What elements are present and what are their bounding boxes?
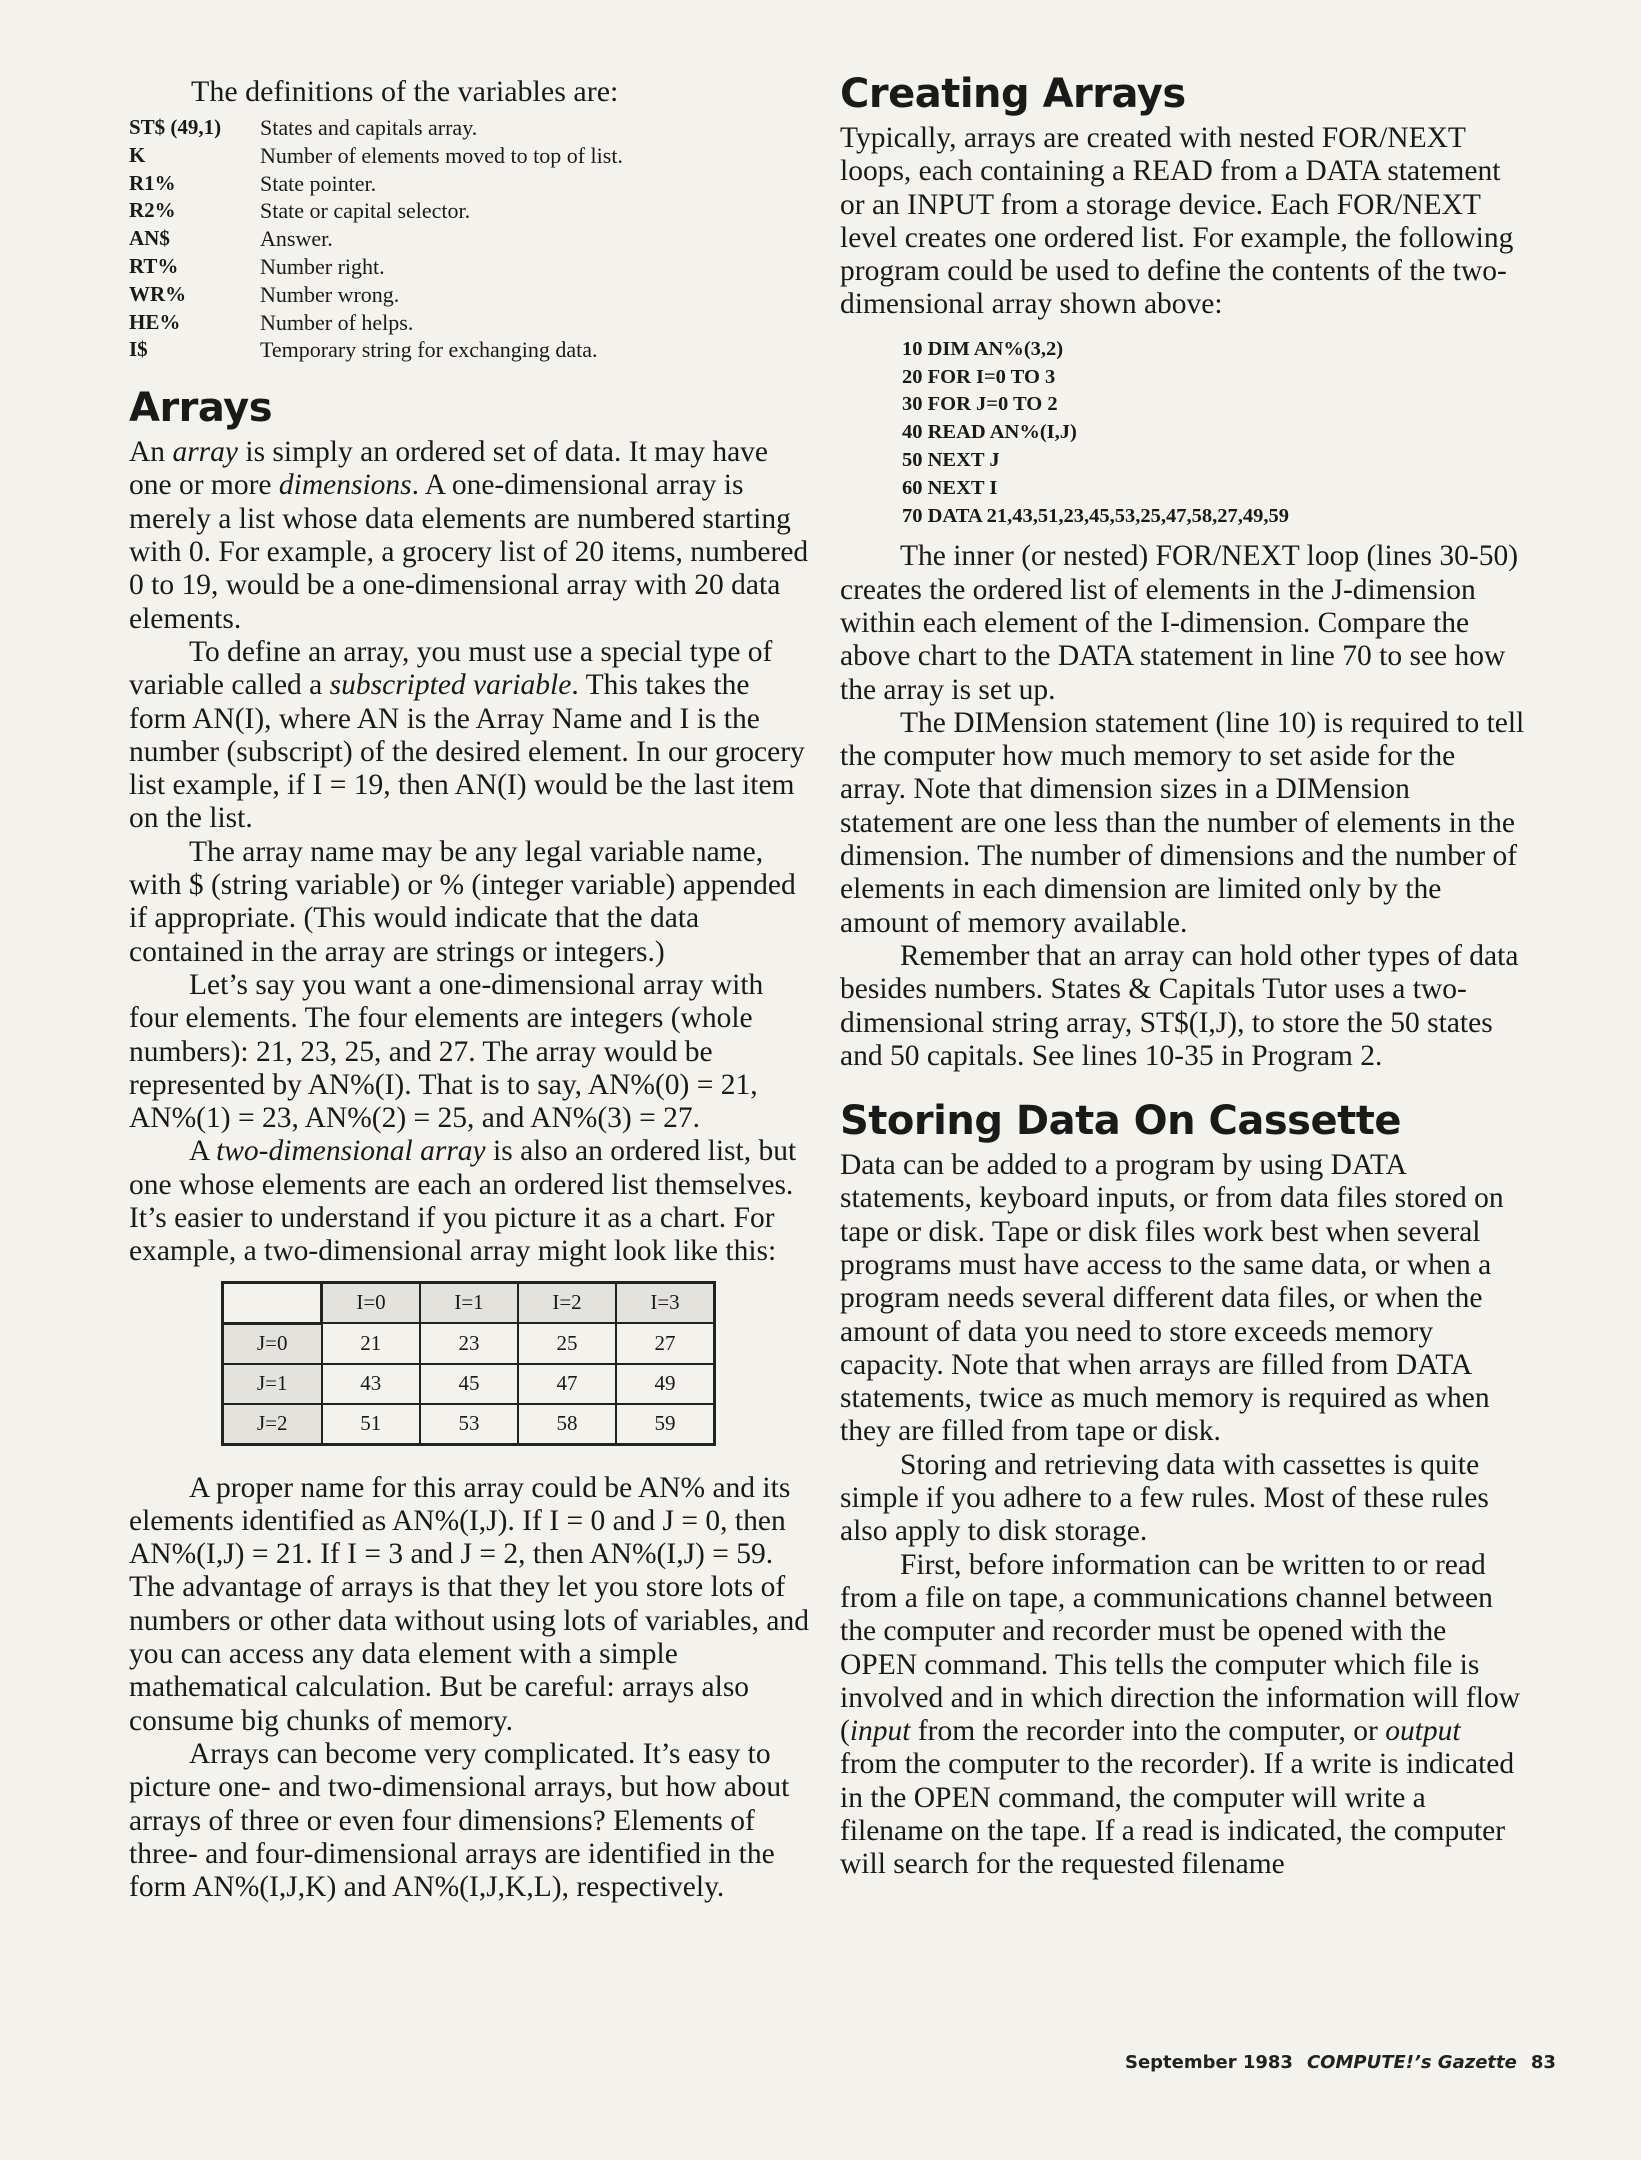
variable-desc: Temporary string for exchanging data.: [260, 337, 598, 363]
arrays-paragraph-6: A proper name for this array could be AN% and its elements identified as AN%(I,J). If I = 0 and J = 0, then AN%(I,J) = 21. If I = 3 and J = 2, then AN%(I,J) = 59. The advantage of arrays is that they let you store lots of numbers or other data without using lots of variables, and you can access any data element with a simple mathematical calculation. But be careful: arrays also consume big chunks of memory.: [129, 1471, 809, 1737]
table-cell: 21: [322, 1323, 421, 1364]
term-array: array: [172, 436, 238, 469]
table-corner: [223, 1282, 322, 1323]
variables-intro: The definitions of the variables are:: [191, 75, 619, 108]
arrays-paragraph-3: The array name may be any legal variable name, with $ (string variable) or % (integer variable) appended if appropriate. (This would indicate that the data contained in the array are strings or integers.): [129, 835, 796, 968]
arrays-paragraph-4: Let’s say you want a one-dimensional array with four elements. The four elements are integers (whole numbers): 21, 23, 25, and 27. The array would be represented by AN%(I). That is to say, AN%(0) = 21, AN%(1) = 23, AN%(2) = 25, and AN%(3) = 27.: [129, 968, 764, 1135]
text-run: from the computer to the recorder). If a write is indicated in the OPEN command, the computer will write a filename on the tape. If a read is indicated, the computer will search for the requested filename: [840, 1748, 1515, 1881]
table-cell: 59: [616, 1404, 715, 1445]
arrays-heading: Arrays: [129, 385, 273, 432]
arrays-paragraph-2: [129, 636, 814, 836]
arrays-paragraph-1: [129, 436, 814, 636]
text-run: is simply an ordered set of data. It may have one or more: [129, 436, 769, 502]
variable-name: RT%: [129, 253, 179, 278]
term-input: input: [849, 1715, 911, 1748]
code-line: 10 DIM AN%(3,2): [902, 337, 1064, 360]
term-two-dimensional-array: two-dimensional array: [216, 1135, 486, 1168]
text-run: from the recorder into the computer, or: [910, 1715, 1386, 1748]
text-run: A: [189, 1135, 217, 1168]
basic-program-listing: [902, 336, 1525, 531]
code-line: 50 NEXT J: [902, 448, 1000, 471]
variable-desc: Number wrong.: [260, 281, 400, 307]
text-run: To define an array, you must use a special type of variable called a: [129, 635, 773, 702]
code-line: 40 READ AN%(I,J): [902, 421, 1077, 444]
text-run: is also an ordered list, but one whose elements are each an ordered list themselves. It’s easier to understand if you picture it as a chart. For example, a two-dimensional array might look like this:: [129, 1135, 797, 1268]
table-cell: 49: [616, 1364, 715, 1404]
variable-desc: State pointer.: [260, 170, 377, 196]
variable-name: K: [129, 142, 146, 167]
table-row: [223, 1364, 715, 1404]
variable-desc: States and capitals array.: [260, 115, 478, 140]
table-cell: 53: [420, 1404, 518, 1445]
variable-desc: State or capital selector.: [260, 198, 471, 224]
table-cell: 45: [420, 1364, 518, 1404]
table-row: [223, 1323, 715, 1364]
variable-row: [129, 281, 623, 309]
column-header: I=0: [322, 1282, 421, 1323]
variable-name: HE%: [129, 309, 181, 334]
code-line: 70 DATA 21,43,51,23,45,53,25,47,58,27,49,59: [902, 504, 1290, 527]
variable-name: AN$: [129, 226, 170, 251]
table-row: [223, 1404, 715, 1445]
code-line: 60 NEXT I: [902, 476, 998, 499]
variable-name: R2%: [129, 198, 176, 223]
variable-row: [129, 253, 623, 281]
code-line: 30 FOR J=0 TO 2: [902, 393, 1058, 416]
term-dimensions: dimensions: [278, 469, 412, 502]
variable-row: [129, 142, 623, 170]
table-cell: 58: [518, 1404, 616, 1445]
term-subscripted-variable: subscripted variable: [329, 669, 572, 702]
row-header: J=1: [223, 1364, 322, 1404]
text-run: . A one-dimensional array is merely a list whose data elements are numbered starting with 0. For example, a grocery list of 20 items, numbered 0 to 19, would be a one-dimensional array with 20 data elements.: [129, 469, 809, 635]
table-cell: 27: [616, 1323, 715, 1364]
variable-desc: Answer.: [260, 226, 333, 252]
footer-magazine: COMPUTE!’s Gazette: [1306, 2052, 1517, 2073]
table-cell: 43: [322, 1364, 421, 1404]
row-header: J=2: [223, 1404, 322, 1445]
variable-row: [129, 225, 623, 253]
code-line: 20 FOR I=0 TO 3: [902, 365, 1056, 388]
column-header: I=1: [420, 1282, 518, 1323]
arrays-paragraph-7: Arrays can become very complicated. It’s easy to picture one- and two-dimensional arrays, but how about arrays of three or even four dimensions? Elements of three- and four-dimensional arrays are identified in the form AN%(I,J,K) and AN%(I,J,K,L), respectively.: [129, 1737, 790, 1904]
table-cell: 23: [420, 1323, 518, 1364]
variable-name: I$: [129, 337, 148, 362]
variable-name: WR%: [129, 281, 187, 306]
variable-desc: Number of helps.: [260, 309, 414, 335]
variable-row: [129, 336, 623, 364]
page-number: 83: [1530, 2052, 1556, 2073]
variable-desc: Number right.: [260, 253, 385, 279]
storing-paragraph-3: [840, 1549, 1525, 1882]
row-header: J=0: [223, 1323, 322, 1364]
storing-data-heading: Storing Data On Cassette: [840, 1098, 1401, 1145]
arrays-paragraph-5: [129, 1135, 814, 1268]
creating-paragraph-4: Remember that an array can hold other types of data besides numbers. States & Capitals Tutor uses a two-dimensional string array, ST$(I,J), to store the 50 states and 50 capitals. See lines 10-35 in Program 2.: [840, 939, 1519, 1072]
variable-row: [129, 170, 623, 198]
footer-date: September 1983: [1125, 2052, 1293, 2073]
page-footer: [1125, 2052, 1556, 2073]
storing-paragraph-1: Data can be added to a program by using DATA statements, keyboard inputs, or from data files stored on tape or disk. Tape or disk files work best when several programs must have access to the same data, or when a program needs several different data files, or when the amount of data you need to store exceeds memory capacity. Note that when arrays are filled from DATA statements, twice as much memory is required as when they are filled from tape or disk.: [840, 1149, 1504, 1448]
variable-desc: Number of elements moved to top of list.: [260, 142, 623, 168]
text-run: First, before information can be written to or read from a file on tape, a communications channel between the computer and recorder must be opened with the OPEN command. This tells the computer which file is involved and in which direction the information will flow (: [840, 1548, 1520, 1748]
term-output: output: [1385, 1715, 1461, 1748]
storing-paragraph-2: Storing and retrieving data with cassettes is quite simple if you adhere to a few rules. Most of these rules also apply to disk storage.: [840, 1448, 1489, 1548]
column-header: I=2: [518, 1282, 616, 1323]
variable-definitions: [129, 72, 814, 364]
variable-name: ST$ (49,1): [129, 115, 222, 139]
creating-paragraph-1: Typically, arrays are created with nested FOR/NEXT loops, each containing a READ from a DATA statement or an INPUT from a storage device. Each FOR/NEXT level creates one ordered list. For example, the following program could be used to define the contents of the two-dimensional array shown above:: [840, 122, 1514, 321]
two-dimensional-array-table: [221, 1281, 716, 1446]
text-run: . This takes the form AN(I), where AN is the Array Name and I is the number (subscript) of the desired element. In our grocery list example, if I = 19, then AN(I) would be the last item on the list.: [129, 669, 805, 835]
left-column: [129, 72, 814, 1904]
table-header-row: [223, 1282, 715, 1323]
table-cell: 47: [518, 1364, 616, 1404]
variables-table: [129, 114, 623, 364]
creating-paragraph-2: The inner (or nested) FOR/NEXT loop (lines 30-50) creates the ordered list of elements in the J-dimension within each element of the I-dimension. Compare the above chart to the DATA statement in line 70 to see how the array is set up.: [840, 540, 1519, 706]
table-cell: 25: [518, 1323, 616, 1364]
table-cell: 51: [322, 1404, 421, 1445]
column-header: I=3: [616, 1282, 715, 1323]
variable-row: [129, 197, 623, 225]
creating-arrays-heading: Creating Arrays: [840, 71, 1186, 117]
right-column: [840, 72, 1525, 1882]
variable-row: [129, 114, 623, 142]
variable-row: [129, 309, 623, 337]
text-run: An: [129, 436, 173, 469]
variable-name: R1%: [129, 170, 176, 195]
creating-paragraph-3: The DIMension statement (line 10) is required to tell the computer how much memory to set aside for the array. Note that dimension sizes in a DIMension statement are one less than the number of elements in the dimension. The number of dimensions and the number of elements in each dimension are limited only by the amount of memory available.: [840, 706, 1525, 939]
